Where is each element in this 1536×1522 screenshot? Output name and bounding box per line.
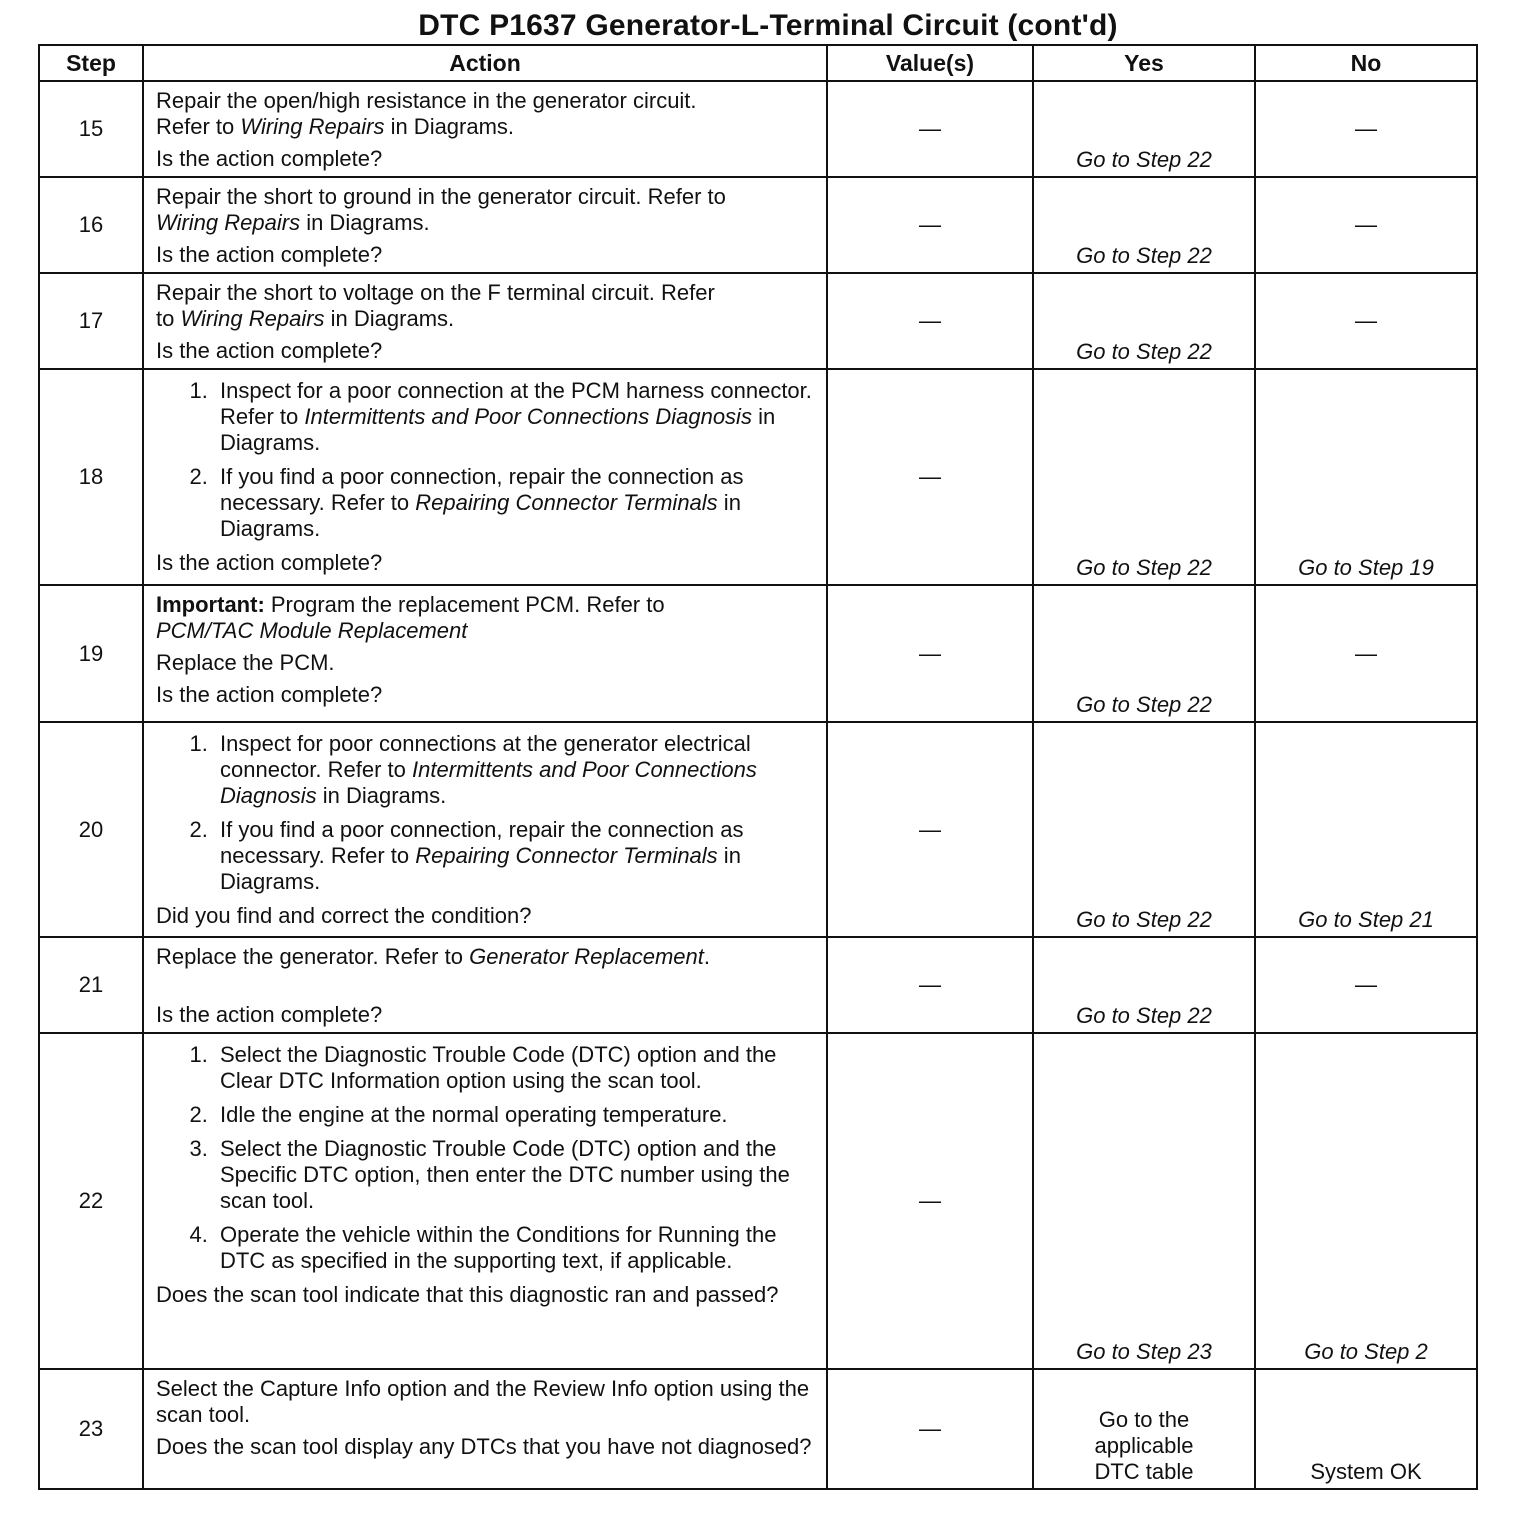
action-question: Is the action complete?	[156, 338, 383, 363]
action-question: Is the action complete?	[156, 1002, 383, 1027]
no-cell: Go to Step 21	[1255, 722, 1477, 937]
no-cell	[1255, 177, 1477, 273]
important-label: Important:	[156, 592, 265, 617]
no-dash: —	[1355, 972, 1377, 997]
value-cell	[827, 1369, 1033, 1489]
table-row	[39, 273, 1477, 369]
header-step: Step	[39, 45, 143, 81]
yes-cell: Go to Step 22	[1033, 273, 1255, 369]
ref-suffix: in Diagrams.	[384, 114, 515, 139]
diagnostic-table	[38, 44, 1478, 1490]
table-row	[39, 1033, 1477, 1369]
value-cell	[827, 722, 1033, 937]
table-row	[39, 937, 1477, 1033]
yes-text: Go to the applicable DTC table	[1094, 1407, 1194, 1484]
yes-cell	[1033, 1369, 1255, 1489]
list-item: 2. Idle the engine at the normal operating temperature.	[214, 1102, 814, 1128]
yes-cell: Go to Step 22	[1033, 81, 1255, 177]
action-cell	[143, 1369, 827, 1489]
action-cell	[143, 81, 827, 177]
step-number: 19	[39, 585, 143, 722]
action-steps-list	[156, 731, 814, 895]
action-cell	[143, 722, 827, 937]
no-cell: Go to Step 2	[1255, 1033, 1477, 1369]
item-ref-suffix: in Diagrams.	[316, 783, 447, 808]
item-text: Inspect for a poor connection at the PCM harness connector. Refer to	[220, 378, 812, 429]
no-cell	[1255, 273, 1477, 369]
action-question: Did you find and correct the condition?	[156, 903, 532, 928]
action-question: Is the action complete?	[156, 242, 383, 267]
no-dash: —	[1355, 640, 1377, 666]
step-number: 18	[39, 369, 143, 585]
item-ref-suffix: in Diagrams.	[220, 843, 741, 894]
ref-suffix: .	[703, 944, 711, 969]
yes-cell: Go to Step 22	[1033, 585, 1255, 722]
header-yes: Yes	[1033, 45, 1255, 81]
value-cell	[827, 81, 1033, 177]
item-text: If you find a poor connection, repair the connection as necessary. Refer to	[220, 464, 744, 515]
table-row	[39, 369, 1477, 585]
step-number: 17	[39, 273, 143, 369]
action-reference	[156, 210, 814, 236]
ref-suffix: in Diagrams.	[324, 306, 455, 331]
value-dash: —	[919, 1188, 941, 1213]
value-dash: —	[919, 212, 941, 237]
value-dash: —	[919, 972, 941, 997]
ref-suffix: in Diagrams.	[300, 210, 430, 235]
ref-title: Generator Replacement	[469, 944, 704, 969]
item-text: Inspect for poor connections at the generator electrical connector. Refer to	[220, 731, 751, 782]
value-dash: —	[919, 1416, 941, 1441]
header-no: No	[1255, 45, 1477, 81]
step-number: 23	[39, 1369, 143, 1489]
list-item: 3. Select the Diagnostic Trouble Code (DTC) option and the Specific DTC option, then enter the DTC number using the scan tool.	[214, 1136, 814, 1214]
step-number: 15	[39, 81, 143, 177]
ref-title: Wiring Repairs	[180, 306, 325, 331]
yes-cell: Go to Step 22	[1033, 722, 1255, 937]
action-steps-list	[156, 1042, 814, 1274]
table-row	[39, 1369, 1477, 1489]
action-question: Is the action complete?	[156, 682, 383, 707]
ref-title: Wiring Repairs	[240, 114, 385, 139]
ref-title: Wiring Repairs	[156, 210, 301, 235]
value-cell	[827, 585, 1033, 722]
no-cell	[1255, 937, 1477, 1033]
item-text: If you find a poor connection, repair the connection as necessary. Refer to	[220, 817, 744, 868]
important-text: Program the replacement PCM. Refer to	[264, 592, 665, 617]
table-header-row	[39, 45, 1477, 81]
action-text: Repair the short to voltage on the F terminal circuit. Refer	[156, 280, 715, 305]
value-dash: —	[919, 816, 941, 842]
action-cell	[143, 937, 827, 1033]
value-cell	[827, 1033, 1033, 1369]
step-number: 22	[39, 1033, 143, 1369]
action-text: Repair the short to ground in the generator circuit. Refer to	[156, 184, 726, 209]
action-reference	[156, 114, 814, 140]
list-item: 1. Select the Diagnostic Trouble Code (DTC) option and the Clear DTC Information option using the scan tool.	[214, 1042, 814, 1094]
value-dash: —	[919, 116, 941, 141]
yes-cell: Go to Step 22	[1033, 369, 1255, 585]
value-dash: —	[919, 308, 941, 333]
value-cell	[827, 937, 1033, 1033]
no-dash: —	[1355, 308, 1377, 333]
value-cell	[827, 273, 1033, 369]
table-row	[39, 81, 1477, 177]
header-values: Value(s)	[827, 45, 1033, 81]
action-steps-list	[156, 378, 814, 542]
value-cell	[827, 177, 1033, 273]
action-cell	[143, 369, 827, 585]
step-number: 20	[39, 722, 143, 937]
header-action: Action	[143, 45, 827, 81]
list-item: 4. Operate the vehicle within the Conditions for Running the DTC as specified in the supporting text, if applicable.	[214, 1222, 814, 1274]
value-cell	[827, 369, 1033, 585]
no-cell	[1255, 81, 1477, 177]
item-ref-title: Repairing Connector Terminals	[415, 490, 718, 515]
item-ref-suffix: in Diagrams.	[220, 404, 776, 455]
action-cell	[143, 1033, 827, 1369]
step-number: 16	[39, 177, 143, 273]
action-cell	[143, 273, 827, 369]
value-dash: —	[919, 640, 941, 666]
value-dash: —	[919, 464, 941, 489]
yes-cell: Go to Step 22	[1033, 937, 1255, 1033]
item-ref-title: Intermittents and Poor Connections Diagnosis	[220, 757, 757, 808]
action-text: Select the Capture Info option and the Review Info option using the scan tool.	[156, 1376, 810, 1427]
no-cell: Go to Step 19	[1255, 369, 1477, 585]
item-ref-title: Intermittents and Poor Connections Diagnosis	[304, 404, 752, 429]
important-reference: PCM/TAC Module Replacement	[156, 618, 468, 643]
item-ref-title: Repairing Connector Terminals	[415, 843, 718, 868]
yes-cell: Go to Step 23	[1033, 1033, 1255, 1369]
yes-cell: Go to Step 22	[1033, 177, 1255, 273]
action-text: Repair the open/high resistance in the generator circuit.	[156, 88, 697, 113]
table-row	[39, 585, 1477, 722]
table-row	[39, 177, 1477, 273]
action-question: Does the scan tool indicate that this diagnostic ran and passed?	[156, 1282, 779, 1307]
ref-prefix: Replace the generator. Refer to	[156, 944, 470, 969]
action-cell	[143, 177, 827, 273]
action-text: Replace the PCM.	[156, 650, 335, 675]
action-reference	[156, 944, 814, 970]
table-row	[39, 722, 1477, 937]
important-note	[156, 592, 814, 618]
list-item	[214, 731, 814, 809]
no-dash: —	[1355, 212, 1377, 237]
list-item	[214, 378, 814, 456]
action-cell	[143, 585, 827, 722]
ref-prefix: to	[156, 306, 181, 331]
list-item	[214, 817, 814, 895]
ref-prefix: Refer to	[156, 114, 241, 139]
no-cell	[1255, 585, 1477, 722]
action-reference	[156, 306, 814, 332]
action-question: Is the action complete?	[156, 146, 383, 171]
action-question: Does the scan tool display any DTCs that you have not diagnosed?	[156, 1434, 812, 1459]
no-dash: —	[1355, 116, 1377, 141]
no-cell: System OK	[1255, 1369, 1477, 1489]
page-title: DTC P1637 Generator-L-Terminal Circuit (cont'd)	[418, 9, 1118, 42]
action-question: Is the action complete?	[156, 550, 383, 575]
step-number: 21	[39, 937, 143, 1033]
item-ref-suffix: in Diagrams.	[220, 490, 741, 541]
list-item	[214, 464, 814, 542]
